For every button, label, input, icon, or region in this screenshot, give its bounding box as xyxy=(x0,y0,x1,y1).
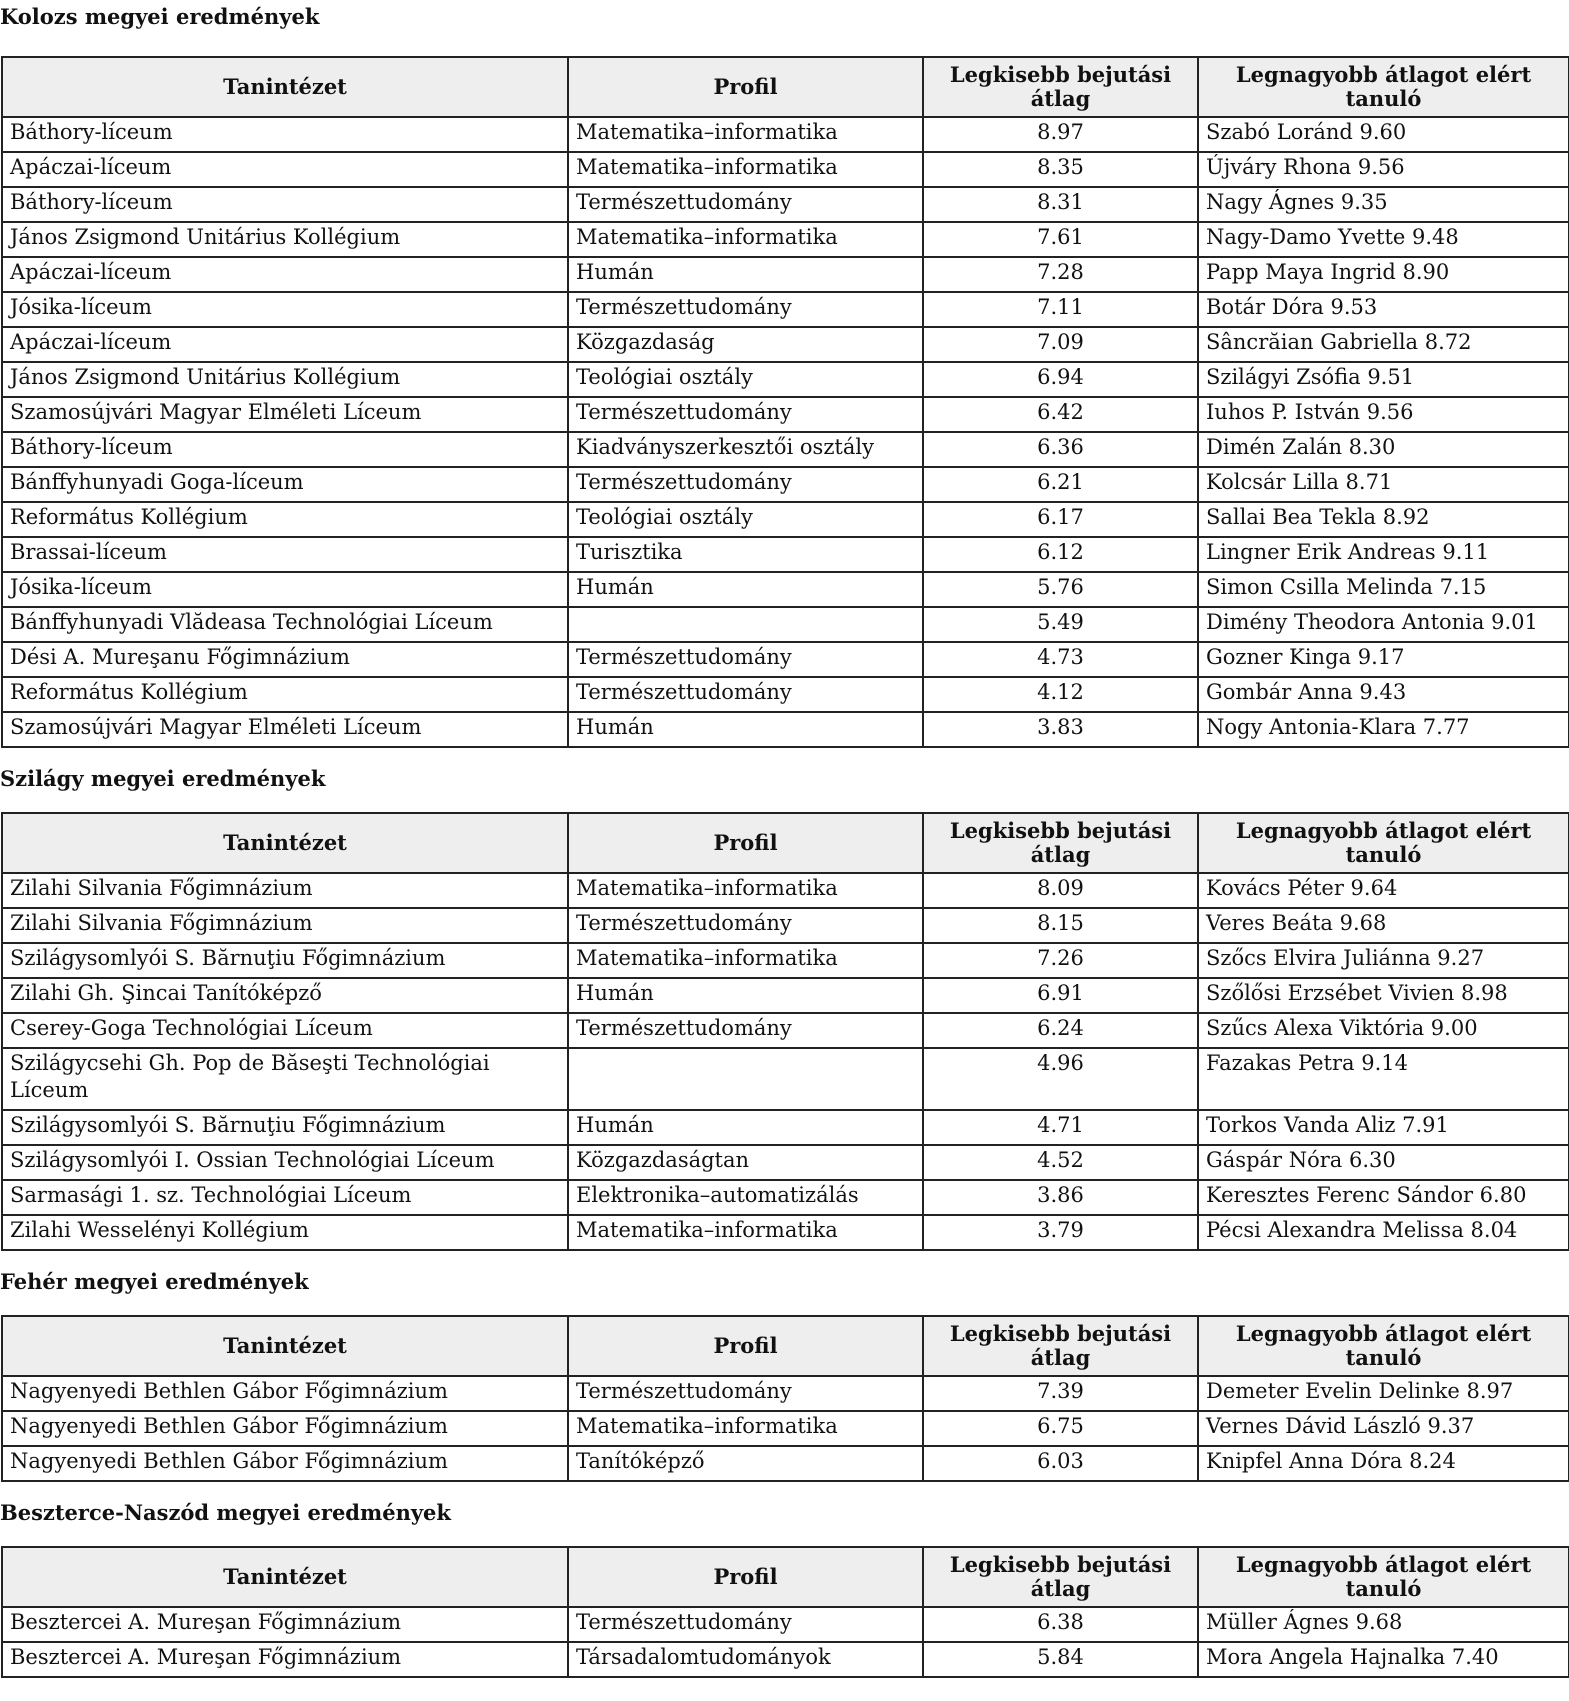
cell-min-average: 7.28 xyxy=(923,257,1198,292)
cell-profile xyxy=(568,607,923,642)
table-row xyxy=(2,1411,1569,1446)
cell-top-student: Gáspár Nóra 6.30 xyxy=(1198,1145,1569,1180)
cell-min-average: 4.52 xyxy=(923,1145,1198,1180)
header-profile: Profil xyxy=(568,1316,923,1376)
cell-institution: Zilahi Gh. Şincai Tanítóképző xyxy=(2,978,568,1013)
cell-institution: Báthory-líceum xyxy=(2,187,568,222)
header-profile: Profil xyxy=(568,1547,923,1607)
cell-top-student: Kolcsár Lilla 8.71 xyxy=(1198,467,1569,502)
cell-top-student: Nagy-Damo Yvette 9.48 xyxy=(1198,222,1569,257)
header-top-student: Legnagyobb átlagot elért tanuló xyxy=(1198,813,1569,873)
section-title: Beszterce-Naszód megyei eredmények xyxy=(0,1500,451,1525)
cell-profile: Matematika–informatika xyxy=(568,873,923,908)
cell-min-average: 8.35 xyxy=(923,152,1198,187)
table-row xyxy=(2,1446,1569,1481)
cell-profile: Természettudomány xyxy=(568,1607,923,1642)
header-institution: Tanintézet xyxy=(2,57,568,117)
table-row xyxy=(2,117,1569,152)
cell-min-average: 6.42 xyxy=(923,397,1198,432)
county-section-feher xyxy=(0,1269,1569,1482)
cell-top-student: Szabó Loránd 9.60 xyxy=(1198,117,1569,152)
cell-min-average: 5.84 xyxy=(923,1642,1198,1677)
table-row xyxy=(2,467,1569,502)
cell-institution: Szilágysomlyói I. Ossian Technológiai Líceum xyxy=(2,1145,568,1180)
table-row xyxy=(2,607,1569,642)
cell-top-student: Mora Angela Hajnalka 7.40 xyxy=(1198,1642,1569,1677)
cell-profile: Természettudomány xyxy=(568,1013,923,1048)
table-row xyxy=(2,537,1569,572)
cell-profile: Természettudomány xyxy=(568,677,923,712)
header-min-average: Legkisebb bejutási átlag xyxy=(923,1547,1198,1607)
table-row xyxy=(2,978,1569,1013)
header-min-average: Legkisebb bejutási átlag xyxy=(923,813,1198,873)
cell-institution: Szilágysomlyói S. Bărnuţiu Főgimnázium xyxy=(2,943,568,978)
cell-top-student: Sâncrăian Gabriella 8.72 xyxy=(1198,327,1569,362)
county-section-beszterce-naszod xyxy=(0,1500,1569,1678)
section-title: Fehér megyei eredmények xyxy=(0,1269,309,1294)
cell-top-student: Kovács Péter 9.64 xyxy=(1198,873,1569,908)
cell-institution: Református Kollégium xyxy=(2,502,568,537)
cell-min-average: 8.31 xyxy=(923,187,1198,222)
cell-min-average: 6.21 xyxy=(923,467,1198,502)
table-row xyxy=(2,1180,1569,1215)
table-row xyxy=(2,187,1569,222)
cell-min-average: 3.86 xyxy=(923,1180,1198,1215)
cell-institution: Dési A. Mureşanu Főgimnázium xyxy=(2,642,568,677)
cell-top-student: Papp Maya Ingrid 8.90 xyxy=(1198,257,1569,292)
cell-top-student: Sallai Bea Tekla 8.92 xyxy=(1198,502,1569,537)
cell-min-average: 6.91 xyxy=(923,978,1198,1013)
cell-institution: Brassai-líceum xyxy=(2,537,568,572)
cell-min-average: 7.11 xyxy=(923,292,1198,327)
cell-institution: Apáczai-líceum xyxy=(2,257,568,292)
cell-top-student: Szőlősi Erzsébet Vivien 8.98 xyxy=(1198,978,1569,1013)
cell-profile: Kiadványszerkesztői osztály xyxy=(568,432,923,467)
cell-profile: Természettudomány xyxy=(568,397,923,432)
cell-profile: Teológiai osztály xyxy=(568,502,923,537)
cell-institution: Szamosújvári Magyar Elméleti Líceum xyxy=(2,712,568,747)
cell-profile: Humán xyxy=(568,572,923,607)
header-institution: Tanintézet xyxy=(2,813,568,873)
cell-institution: Nagyenyedi Bethlen Gábor Főgimnázium xyxy=(2,1446,568,1481)
cell-top-student: Nagy Ágnes 9.35 xyxy=(1198,187,1569,222)
cell-min-average: 6.12 xyxy=(923,537,1198,572)
cell-profile: Humán xyxy=(568,1110,923,1145)
cell-profile: Természettudomány xyxy=(568,292,923,327)
cell-top-student: Pécsi Alexandra Melissa 8.04 xyxy=(1198,1215,1569,1250)
cell-profile: Humán xyxy=(568,257,923,292)
results-table xyxy=(1,56,1569,748)
table-row xyxy=(2,1642,1569,1677)
cell-top-student: Szűcs Alexa Viktória 9.00 xyxy=(1198,1013,1569,1048)
cell-institution: Báthory-líceum xyxy=(2,432,568,467)
cell-institution: Sarmasági 1. sz. Technológiai Líceum xyxy=(2,1180,568,1215)
cell-min-average: 7.26 xyxy=(923,943,1198,978)
cell-top-student: Dimény Theodora Antonia 9.01 xyxy=(1198,607,1569,642)
cell-min-average: 4.96 xyxy=(923,1048,1198,1110)
header-profile: Profil xyxy=(568,57,923,117)
cell-profile: Természettudomány xyxy=(568,467,923,502)
table-header-row xyxy=(2,1316,1569,1376)
cell-institution: Apáczai-líceum xyxy=(2,152,568,187)
cell-min-average: 6.94 xyxy=(923,362,1198,397)
cell-top-student: Keresztes Ferenc Sándor 6.80 xyxy=(1198,1180,1569,1215)
table-row xyxy=(2,943,1569,978)
cell-institution: Zilahi Silvania Főgimnázium xyxy=(2,908,568,943)
cell-top-student: Knipfel Anna Dóra 8.24 xyxy=(1198,1446,1569,1481)
section-title: Kolozs megyei eredmények xyxy=(0,4,320,29)
table-row xyxy=(2,1048,1569,1110)
cell-institution: Szilágysomlyói S. Bărnuţiu Főgimnázium xyxy=(2,1110,568,1145)
cell-min-average: 8.97 xyxy=(923,117,1198,152)
header-top-student: Legnagyobb átlagot elért tanuló xyxy=(1198,1547,1569,1607)
table-header-row xyxy=(2,1547,1569,1607)
cell-top-student: Lingner Erik Andreas 9.11 xyxy=(1198,537,1569,572)
cell-top-student: Újváry Rhona 9.56 xyxy=(1198,152,1569,187)
cell-institution: Nagyenyedi Bethlen Gábor Főgimnázium xyxy=(2,1411,568,1446)
table-header-row xyxy=(2,813,1569,873)
cell-profile: Természettudomány xyxy=(568,1376,923,1411)
header-profile: Profil xyxy=(568,813,923,873)
table-row xyxy=(2,908,1569,943)
cell-top-student: Fazakas Petra 9.14 xyxy=(1198,1048,1569,1110)
cell-profile: Matematika–informatika xyxy=(568,1411,923,1446)
table-row xyxy=(2,1013,1569,1048)
results-table xyxy=(1,1315,1569,1482)
table-row xyxy=(2,432,1569,467)
table-row xyxy=(2,257,1569,292)
cell-min-average: 4.73 xyxy=(923,642,1198,677)
cell-min-average: 6.03 xyxy=(923,1446,1198,1481)
cell-top-student: Demeter Evelin Delinke 8.97 xyxy=(1198,1376,1569,1411)
cell-min-average: 3.83 xyxy=(923,712,1198,747)
cell-institution: Bánffyhunyadi Vlădeasa Technológiai Líceum xyxy=(2,607,568,642)
cell-top-student: Szilágyi Zsófia 9.51 xyxy=(1198,362,1569,397)
cell-top-student: Vernes Dávid László 9.37 xyxy=(1198,1411,1569,1446)
cell-profile: Természettudomány xyxy=(568,187,923,222)
cell-institution: Bánffyhunyadi Goga-líceum xyxy=(2,467,568,502)
cell-min-average: 5.49 xyxy=(923,607,1198,642)
cell-top-student: Nogy Antonia-Klara 7.77 xyxy=(1198,712,1569,747)
cell-min-average: 6.24 xyxy=(923,1013,1198,1048)
cell-min-average: 3.79 xyxy=(923,1215,1198,1250)
cell-institution: Szilágycsehi Gh. Pop de Băseşti Technológiai Líceum xyxy=(2,1048,568,1110)
cell-min-average: 7.61 xyxy=(923,222,1198,257)
cell-top-student: Gombár Anna 9.43 xyxy=(1198,677,1569,712)
cell-profile: Matematika–informatika xyxy=(568,943,923,978)
cell-institution: Jósika-líceum xyxy=(2,572,568,607)
cell-min-average: 8.15 xyxy=(923,908,1198,943)
cell-min-average: 6.17 xyxy=(923,502,1198,537)
cell-institution: Jósika-líceum xyxy=(2,292,568,327)
table-row xyxy=(2,1145,1569,1180)
cell-institution: Nagyenyedi Bethlen Gábor Főgimnázium xyxy=(2,1376,568,1411)
header-min-average: Legkisebb bejutási átlag xyxy=(923,1316,1198,1376)
header-institution: Tanintézet xyxy=(2,1547,568,1607)
cell-top-student: Botár Dóra 9.53 xyxy=(1198,292,1569,327)
cell-profile: Tanítóképző xyxy=(568,1446,923,1481)
table-row xyxy=(2,1215,1569,1250)
cell-top-student: Simon Csilla Melinda 7.15 xyxy=(1198,572,1569,607)
table-row xyxy=(2,152,1569,187)
cell-profile: Közgazdaság xyxy=(568,327,923,362)
cell-profile: Matematika–informatika xyxy=(568,1215,923,1250)
results-table xyxy=(1,1546,1569,1678)
cell-top-student: Veres Beáta 9.68 xyxy=(1198,908,1569,943)
table-row xyxy=(2,1607,1569,1642)
header-top-student: Legnagyobb átlagot elért tanuló xyxy=(1198,57,1569,117)
table-row xyxy=(2,1110,1569,1145)
cell-profile: Közgazdaságtan xyxy=(568,1145,923,1180)
cell-top-student: Dimén Zalán 8.30 xyxy=(1198,432,1569,467)
header-institution: Tanintézet xyxy=(2,1316,568,1376)
county-section-szilagy xyxy=(0,766,1569,1251)
cell-profile: Humán xyxy=(568,978,923,1013)
cell-top-student: Gozner Kinga 9.17 xyxy=(1198,642,1569,677)
cell-profile xyxy=(568,1048,923,1110)
cell-institution: Besztercei A. Mureşan Főgimnázium xyxy=(2,1607,568,1642)
cell-min-average: 5.76 xyxy=(923,572,1198,607)
cell-institution: Zilahi Wesselényi Kollégium xyxy=(2,1215,568,1250)
cell-profile: Elektronika–automatizálás xyxy=(568,1180,923,1215)
cell-profile: Természettudomány xyxy=(568,642,923,677)
cell-min-average: 8.09 xyxy=(923,873,1198,908)
cell-institution: Református Kollégium xyxy=(2,677,568,712)
section-title: Szilágy megyei eredmények xyxy=(0,766,326,791)
table-header-row xyxy=(2,57,1569,117)
cell-min-average: 4.71 xyxy=(923,1110,1198,1145)
table-row xyxy=(2,397,1569,432)
cell-institution: János Zsigmond Unitárius Kollégium xyxy=(2,362,568,397)
cell-institution: Besztercei A. Mureşan Főgimnázium xyxy=(2,1642,568,1677)
cell-profile: Turisztika xyxy=(568,537,923,572)
table-row xyxy=(2,572,1569,607)
cell-profile: Matematika–informatika xyxy=(568,117,923,152)
cell-min-average: 7.09 xyxy=(923,327,1198,362)
table-row xyxy=(2,642,1569,677)
cell-top-student: Müller Ágnes 9.68 xyxy=(1198,1607,1569,1642)
cell-min-average: 6.38 xyxy=(923,1607,1198,1642)
cell-profile: Matematika–informatika xyxy=(568,222,923,257)
cell-institution: Apáczai-líceum xyxy=(2,327,568,362)
header-min-average: Legkisebb bejutási átlag xyxy=(923,57,1198,117)
header-top-student: Legnagyobb átlagot elért tanuló xyxy=(1198,1316,1569,1376)
table-row xyxy=(2,1376,1569,1411)
cell-profile: Matematika–informatika xyxy=(568,152,923,187)
cell-profile: Társadalomtudományok xyxy=(568,1642,923,1677)
cell-institution: Szamosújvári Magyar Elméleti Líceum xyxy=(2,397,568,432)
table-row xyxy=(2,712,1569,747)
cell-top-student: Szőcs Elvira Juliánna 9.27 xyxy=(1198,943,1569,978)
cell-top-student: Torkos Vanda Aliz 7.91 xyxy=(1198,1110,1569,1145)
table-row xyxy=(2,292,1569,327)
cell-min-average: 7.39 xyxy=(923,1376,1198,1411)
table-row xyxy=(2,677,1569,712)
table-row xyxy=(2,362,1569,397)
cell-institution: Zilahi Silvania Főgimnázium xyxy=(2,873,568,908)
cell-min-average: 4.12 xyxy=(923,677,1198,712)
cell-min-average: 6.36 xyxy=(923,432,1198,467)
cell-min-average: 6.75 xyxy=(923,1411,1198,1446)
cell-top-student: Iuhos P. István 9.56 xyxy=(1198,397,1569,432)
cell-institution: Cserey-Goga Technológiai Líceum xyxy=(2,1013,568,1048)
cell-profile: Teológiai osztály xyxy=(568,362,923,397)
table-row xyxy=(2,502,1569,537)
cell-profile: Természettudomány xyxy=(568,908,923,943)
cell-institution: Báthory-líceum xyxy=(2,117,568,152)
county-section-kolozs xyxy=(0,4,1569,748)
results-table xyxy=(1,812,1569,1251)
table-row xyxy=(2,327,1569,362)
cell-institution: János Zsigmond Unitárius Kollégium xyxy=(2,222,568,257)
table-row xyxy=(2,222,1569,257)
cell-profile: Humán xyxy=(568,712,923,747)
table-row xyxy=(2,873,1569,908)
